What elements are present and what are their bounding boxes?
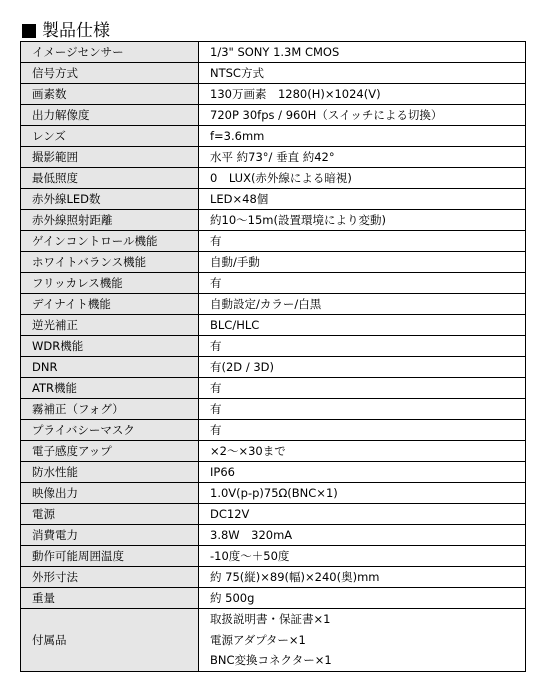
spec-row [21,126,526,147]
spec-row [21,210,526,231]
spec-label: 霧補正（フォグ） [21,399,199,420]
spec-value: DC12V [199,504,526,525]
spec-row [21,357,526,378]
spec-label: デイナイト機能 [21,294,199,315]
spec-row [21,63,526,84]
spec-label: 消費電力 [21,525,199,546]
spec-value: 3.8W 320mA [199,525,526,546]
spec-label: 赤外線LED数 [21,189,199,210]
spec-row [21,105,526,126]
spec-value: 有 [199,420,526,441]
spec-label: 付属品 [21,609,199,672]
spec-row [21,189,526,210]
spec-label: 出力解像度 [21,105,199,126]
spec-label: 外形寸法 [21,567,199,588]
spec-label: レンズ [21,126,199,147]
section-title [22,20,110,42]
spec-value: 有 [199,273,526,294]
spec-value: NTSC方式 [199,63,526,84]
spec-value: 130万画素 1280(H)×1024(V) [199,84,526,105]
spec-row [21,462,526,483]
accessory-item: 取扱説明書・保証書×1 [210,612,331,627]
spec-row [21,546,526,567]
spec-row [21,420,526,441]
spec-label: ATR機能 [21,378,199,399]
spec-value: 有(2D / 3D) [199,357,526,378]
spec-value: 720P 30fps / 960H（スイッチによる切換） [199,105,526,126]
spec-value: 有 [199,231,526,252]
spec-row [21,252,526,273]
spec-row [21,294,526,315]
spec-row [21,315,526,336]
spec-value: 約10～15m(設置環境により変動) [199,210,526,231]
spec-value: f=3.6mm [199,126,526,147]
spec-label: フリッカレス機能 [21,273,199,294]
black-square-icon [22,24,36,38]
spec-label: 防水性能 [21,462,199,483]
spec-value: 1.0V(p-p)75Ω(BNC×1) [199,483,526,504]
spec-row [21,84,526,105]
spec-label: 撮影範囲 [21,147,199,168]
spec-value: 1/3" SONY 1.3M CMOS [199,42,526,63]
spec-row [21,42,526,63]
spec-table-body [21,42,526,672]
spec-value: ×2～×30まで [199,441,526,462]
spec-row [21,231,526,252]
spec-label: ホワイトバランス機能 [21,252,199,273]
spec-row [21,504,526,525]
spec-row [21,483,526,504]
spec-label: 最低照度 [21,168,199,189]
spec-table [20,41,526,672]
spec-value: 有 [199,336,526,357]
spec-label: プライバシーマスク [21,420,199,441]
spec-label: 赤外線照射距離 [21,210,199,231]
spec-label: 動作可能周囲温度 [21,546,199,567]
spec-value: 水平 約73°/ 垂直 約42° [199,147,526,168]
accessory-item: 電源アダプター×1 [210,632,306,647]
spec-row [21,441,526,462]
spec-label: 画素数 [21,84,199,105]
spec-row [21,378,526,399]
section-title-text: 製品仕様 [42,21,110,41]
spec-row [21,273,526,294]
spec-row [21,147,526,168]
spec-value: 自動/手動 [199,252,526,273]
spec-row [21,567,526,588]
spec-label: 重量 [21,588,199,609]
spec-row-accessories [21,609,526,672]
spec-value: 有 [199,378,526,399]
spec-value: 有 [199,399,526,420]
spec-label: ゲインコントロール機能 [21,231,199,252]
spec-label: DNR [21,357,199,378]
spec-label: 電子感度アップ [21,441,199,462]
spec-row [21,168,526,189]
spec-value: -10度～＋50度 [199,546,526,567]
spec-label: WDR機能 [21,336,199,357]
spec-row [21,399,526,420]
spec-value-accessories [199,609,526,672]
spec-value: 0 LUX(赤外線による暗視) [199,168,526,189]
spec-value: 約 500g [199,588,526,609]
spec-label: 電源 [21,504,199,525]
spec-value: 約 75(縦)×89(幅)×240(奥)mm [199,567,526,588]
spec-row [21,525,526,546]
spec-row [21,588,526,609]
spec-label: 逆光補正 [21,315,199,336]
spec-value: LED×48個 [199,189,526,210]
spec-label: イメージセンサー [21,42,199,63]
spec-value: IP66 [199,462,526,483]
spec-value: BLC/HLC [199,315,526,336]
spec-value: 自動設定/カラー/白黒 [199,294,526,315]
spec-row [21,336,526,357]
spec-label: 映像出力 [21,483,199,504]
spec-label: 信号方式 [21,63,199,84]
accessory-item: BNC変換コネクター×1 [210,653,332,668]
